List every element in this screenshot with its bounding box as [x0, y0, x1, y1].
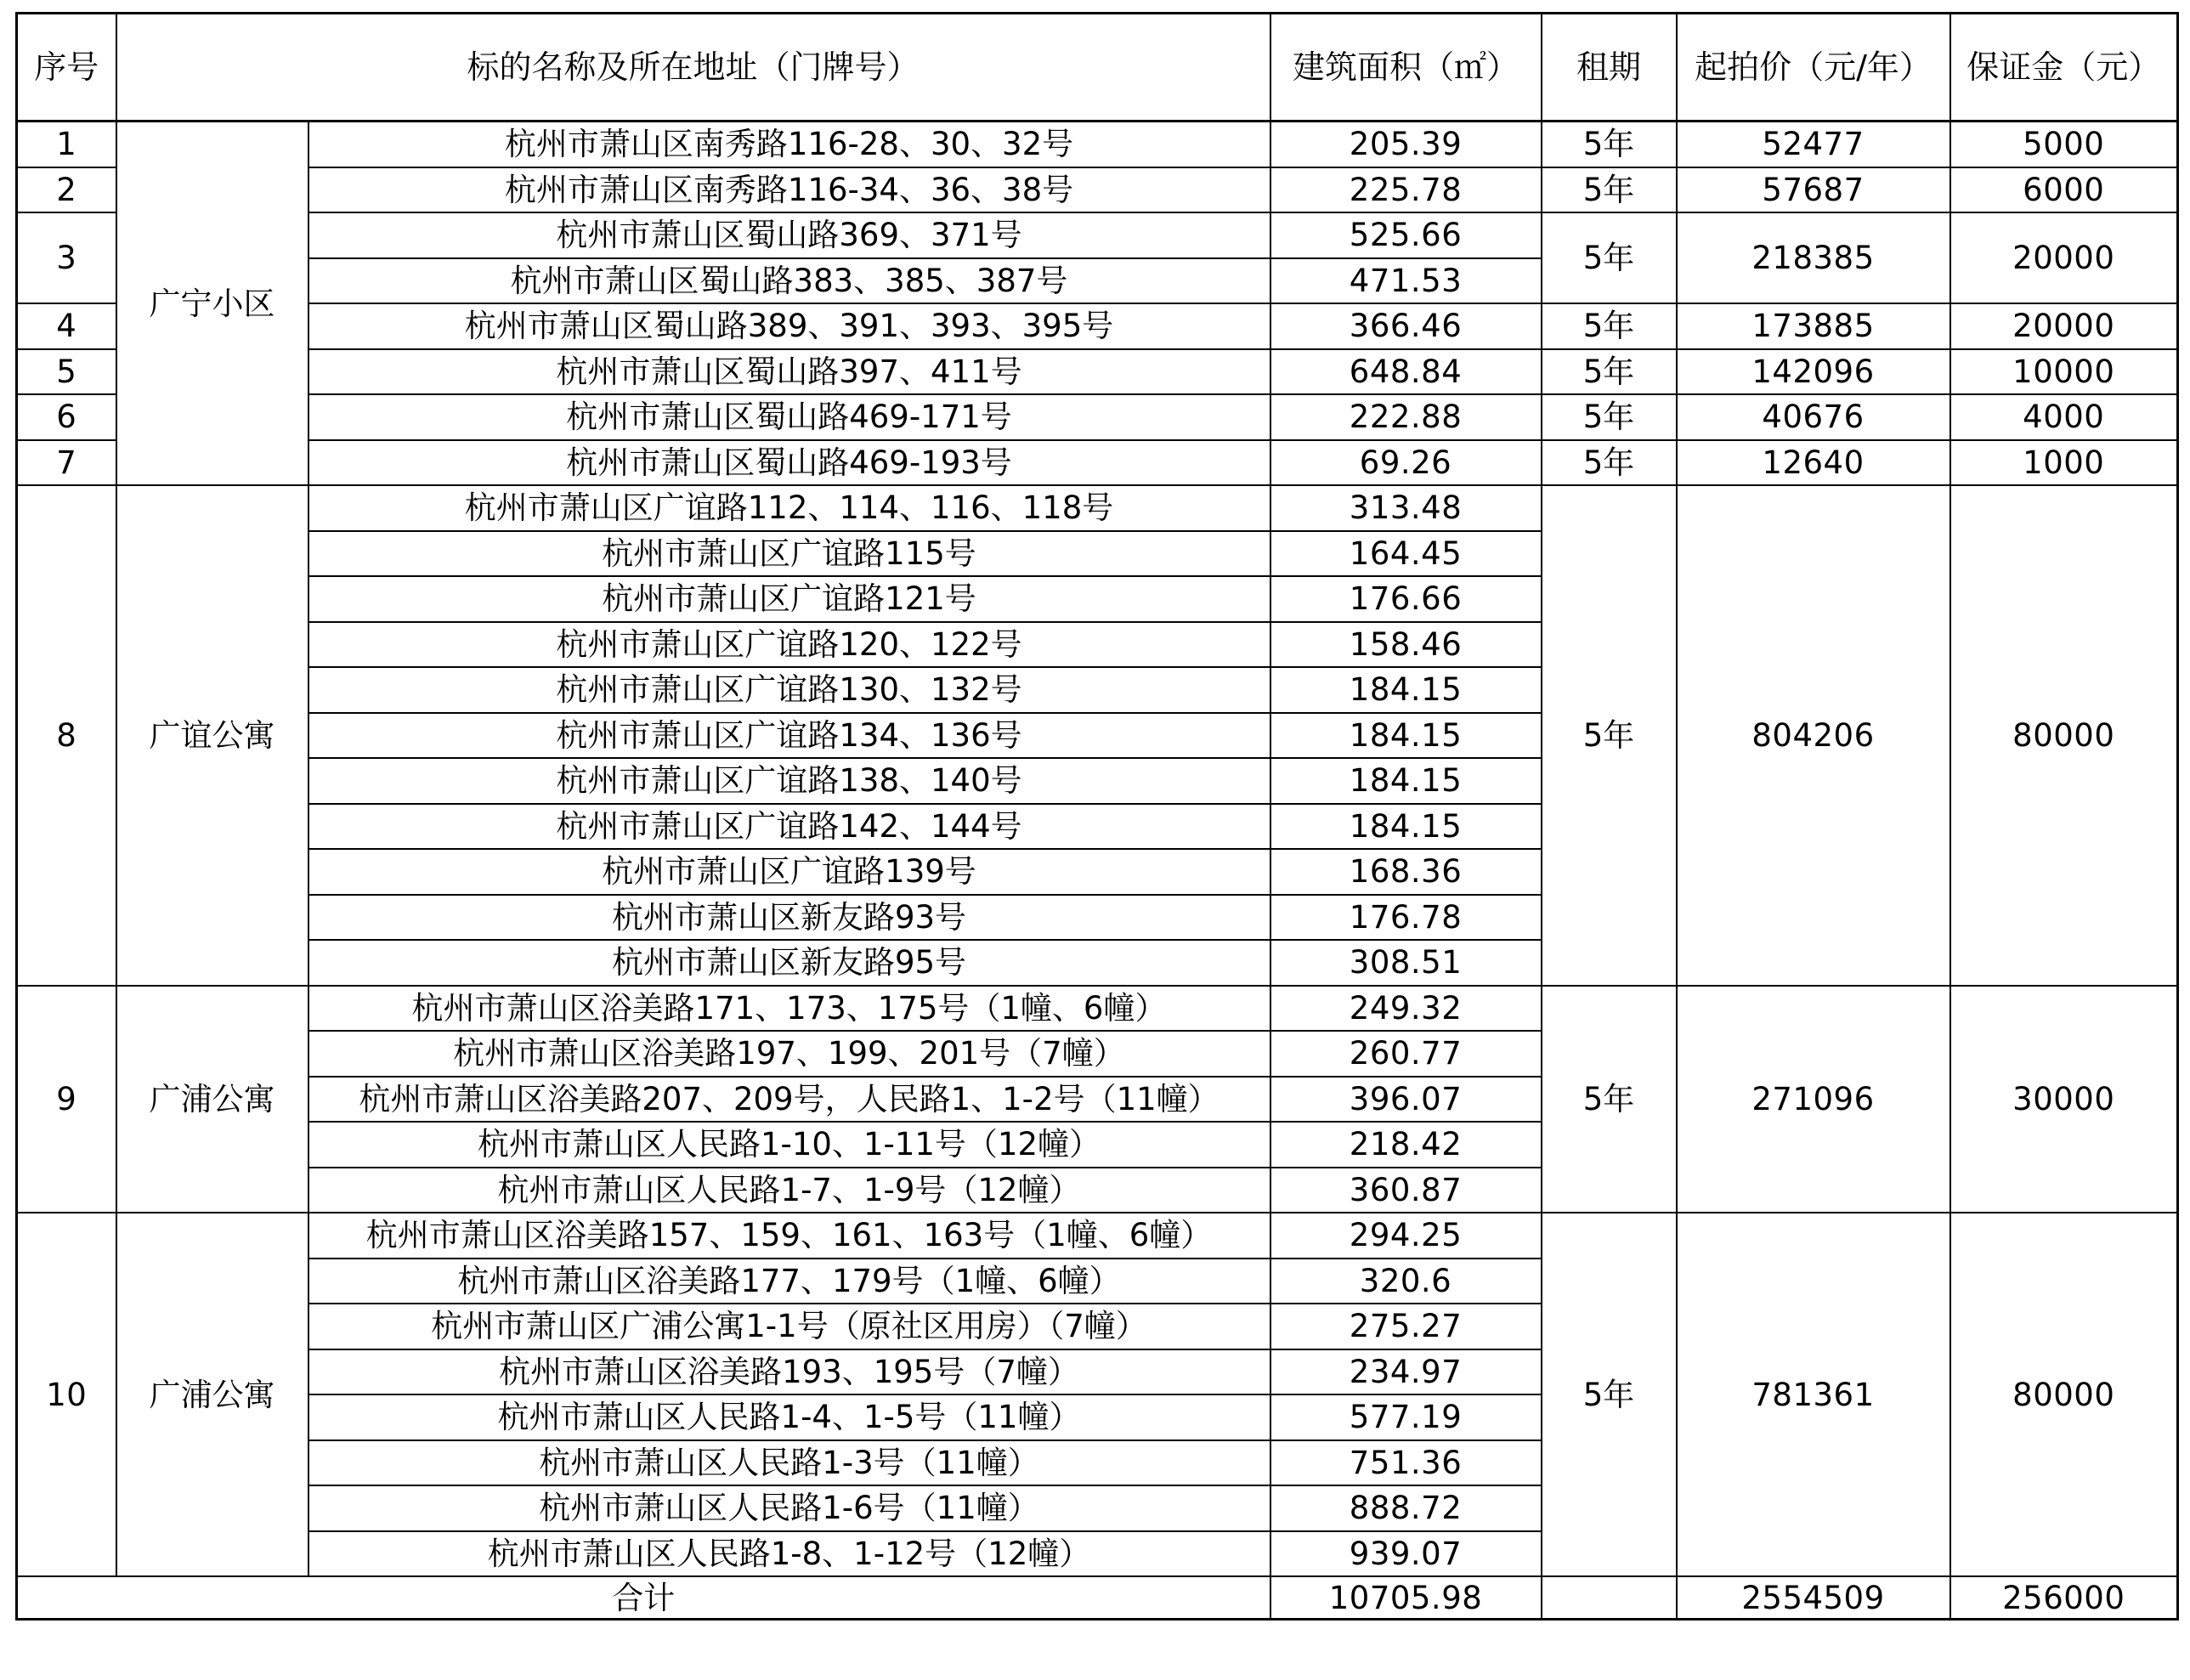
lease-term: 5年	[1542, 986, 1677, 1213]
start-price: 40676	[1677, 394, 1950, 440]
building-area: 751.36	[1270, 1440, 1542, 1486]
building-area: 218.42	[1270, 1122, 1542, 1168]
building-area: 525.66	[1270, 212, 1542, 258]
property-address: 杭州市萧山区人民路1-7、1-9号（12幢）	[308, 1168, 1270, 1213]
building-area: 308.51	[1270, 940, 1542, 986]
start-price: 804206	[1677, 485, 1950, 986]
building-area: 313.48	[1270, 485, 1542, 531]
building-area: 471.53	[1270, 258, 1542, 304]
start-price: 781361	[1677, 1213, 1950, 1576]
total-deposit: 256000	[1950, 1576, 2178, 1620]
building-area: 366.46	[1270, 303, 1542, 349]
header-term: 租期	[1542, 14, 1677, 122]
lot-number: 2	[17, 167, 116, 213]
building-area: 184.15	[1270, 804, 1542, 850]
property-address: 杭州市萧山区南秀路116-28、30、32号	[308, 122, 1270, 167]
table-row	[17, 485, 2178, 531]
deposit: 6000	[1950, 167, 2178, 213]
deposit: 5000	[1950, 122, 2178, 167]
header-index: 序号	[17, 14, 116, 122]
building-area: 168.36	[1270, 849, 1542, 895]
property-address: 杭州市萧山区蜀山路469-171号	[308, 394, 1270, 440]
header-start-price: 起拍价（元/年）	[1677, 14, 1950, 122]
deposit: 30000	[1950, 986, 2178, 1213]
lease-term: 5年	[1542, 303, 1677, 349]
property-address: 杭州市萧山区广谊路142、144号	[308, 804, 1270, 850]
property-address: 杭州市萧山区蜀山路383、385、387号	[308, 258, 1270, 304]
property-address: 杭州市萧山区新友路95号	[308, 940, 1270, 986]
property-address: 杭州市萧山区浴美路207、209号，人民路1、1-2号（11幢）	[308, 1077, 1270, 1123]
lot-number: 1	[17, 122, 116, 167]
auction-table-container	[15, 12, 2179, 1621]
community-name: 广浦公寓	[116, 986, 308, 1213]
building-area: 176.78	[1270, 895, 1542, 941]
lot-number: 6	[17, 394, 116, 440]
lot-number: 3	[17, 212, 116, 303]
building-area: 164.45	[1270, 531, 1542, 577]
building-area: 184.15	[1270, 758, 1542, 804]
auction-table	[15, 12, 2179, 1621]
property-address: 杭州市萧山区广谊路138、140号	[308, 758, 1270, 804]
lease-term: 5年	[1542, 349, 1677, 395]
property-address: 杭州市萧山区广谊路112、114、116、118号	[308, 485, 1270, 531]
building-area: 260.77	[1270, 1031, 1542, 1077]
lot-number: 7	[17, 440, 116, 486]
property-address: 杭州市萧山区人民路1-3号（11幢）	[308, 1440, 1270, 1486]
start-price: 142096	[1677, 349, 1950, 395]
table-row	[17, 167, 2178, 213]
deposit: 80000	[1950, 485, 2178, 986]
total-row	[17, 1576, 2178, 1620]
property-address: 杭州市萧山区广谊路115号	[308, 531, 1270, 577]
total-area: 10705.98	[1270, 1576, 1542, 1620]
property-address: 杭州市萧山区人民路1-6号（11幢）	[308, 1485, 1270, 1531]
property-address: 杭州市萧山区蜀山路389、391、393、395号	[308, 303, 1270, 349]
property-address: 杭州市萧山区广谊路120、122号	[308, 622, 1270, 668]
total-price: 2554509	[1677, 1576, 1950, 1620]
building-area: 888.72	[1270, 1485, 1542, 1531]
property-address: 杭州市萧山区人民路1-10、1-11号（12幢）	[308, 1122, 1270, 1168]
property-address: 杭州市萧山区人民路1-8、1-12号（12幢）	[308, 1531, 1270, 1577]
building-area: 939.07	[1270, 1531, 1542, 1577]
community-name: 广谊公寓	[116, 485, 308, 986]
table-row	[17, 349, 2178, 395]
lot-number: 10	[17, 1213, 116, 1576]
start-price: 173885	[1677, 303, 1950, 349]
building-area: 184.15	[1270, 667, 1542, 713]
building-area: 184.15	[1270, 713, 1542, 759]
community-name: 广浦公寓	[116, 1213, 308, 1576]
lease-term: 5年	[1542, 1213, 1677, 1576]
property-address: 杭州市萧山区蜀山路397、411号	[308, 349, 1270, 395]
property-address: 杭州市萧山区浴美路177、179号（1幢、6幢）	[308, 1259, 1270, 1304]
property-address: 杭州市萧山区广浦公寓1-1号（原社区用房）（7幢）	[308, 1304, 1270, 1349]
building-area: 360.87	[1270, 1168, 1542, 1213]
deposit: 80000	[1950, 1213, 2178, 1576]
lease-term: 5年	[1542, 212, 1677, 303]
start-price: 218385	[1677, 212, 1950, 303]
deposit: 4000	[1950, 394, 2178, 440]
table-row	[17, 986, 2178, 1032]
total-term	[1542, 1576, 1677, 1620]
lot-number: 8	[17, 485, 116, 986]
deposit: 20000	[1950, 303, 2178, 349]
property-address: 杭州市萧山区蜀山路369、371号	[308, 212, 1270, 258]
table-row	[17, 212, 2178, 258]
table-row	[17, 303, 2178, 349]
lease-term: 5年	[1542, 394, 1677, 440]
lease-term: 5年	[1542, 440, 1677, 486]
property-address: 杭州市萧山区浴美路193、195号（7幢）	[308, 1349, 1270, 1395]
building-area: 69.26	[1270, 440, 1542, 486]
property-address: 杭州市萧山区广谊路134、136号	[308, 713, 1270, 759]
lease-term: 5年	[1542, 167, 1677, 213]
lot-number: 4	[17, 303, 116, 349]
building-area: 577.19	[1270, 1394, 1542, 1440]
property-address: 杭州市萧山区南秀路116-34、36、38号	[308, 167, 1270, 213]
building-area: 320.6	[1270, 1259, 1542, 1304]
building-area: 275.27	[1270, 1304, 1542, 1349]
property-address: 杭州市萧山区新友路93号	[308, 895, 1270, 941]
total-label: 合计	[17, 1576, 1270, 1620]
lease-term: 5年	[1542, 485, 1677, 986]
lot-number: 9	[17, 986, 116, 1213]
building-area: 648.84	[1270, 349, 1542, 395]
start-price: 57687	[1677, 167, 1950, 213]
property-address: 杭州市萧山区浴美路171、173、175号（1幢、6幢）	[308, 986, 1270, 1032]
property-address: 杭州市萧山区广谊路130、132号	[308, 667, 1270, 713]
header-area: 建筑面积（㎡）	[1270, 14, 1542, 122]
table-row	[17, 440, 2178, 486]
building-area: 294.25	[1270, 1213, 1542, 1259]
property-address: 杭州市萧山区浴美路197、199、201号（7幢）	[308, 1031, 1270, 1077]
building-area: 249.32	[1270, 986, 1542, 1032]
community-name: 广宁小区	[116, 122, 308, 486]
property-address: 杭州市萧山区广谊路121号	[308, 576, 1270, 622]
start-price: 271096	[1677, 986, 1950, 1213]
building-area: 158.46	[1270, 622, 1542, 668]
header-deposit: 保证金（元）	[1950, 14, 2178, 122]
lease-term: 5年	[1542, 122, 1677, 167]
building-area: 225.78	[1270, 167, 1542, 213]
table-row	[17, 122, 2178, 167]
building-area: 205.39	[1270, 122, 1542, 167]
header-name-address: 标的名称及所在地址（门牌号）	[116, 14, 1270, 122]
deposit: 20000	[1950, 212, 2178, 303]
start-price: 52477	[1677, 122, 1950, 167]
table-row	[17, 394, 2178, 440]
property-address: 杭州市萧山区人民路1-4、1-5号（11幢）	[308, 1394, 1270, 1440]
property-address: 杭州市萧山区浴美路157、159、161、163号（1幢、6幢）	[308, 1213, 1270, 1259]
start-price: 12640	[1677, 440, 1950, 486]
table-row	[17, 1213, 2178, 1259]
deposit: 1000	[1950, 440, 2178, 486]
property-address: 杭州市萧山区广谊路139号	[308, 849, 1270, 895]
deposit: 10000	[1950, 349, 2178, 395]
lot-number: 5	[17, 349, 116, 395]
building-area: 176.66	[1270, 576, 1542, 622]
header-row	[17, 14, 2178, 122]
building-area: 396.07	[1270, 1077, 1542, 1123]
building-area: 234.97	[1270, 1349, 1542, 1395]
building-area: 222.88	[1270, 394, 1542, 440]
property-address: 杭州市萧山区蜀山路469-193号	[308, 440, 1270, 486]
